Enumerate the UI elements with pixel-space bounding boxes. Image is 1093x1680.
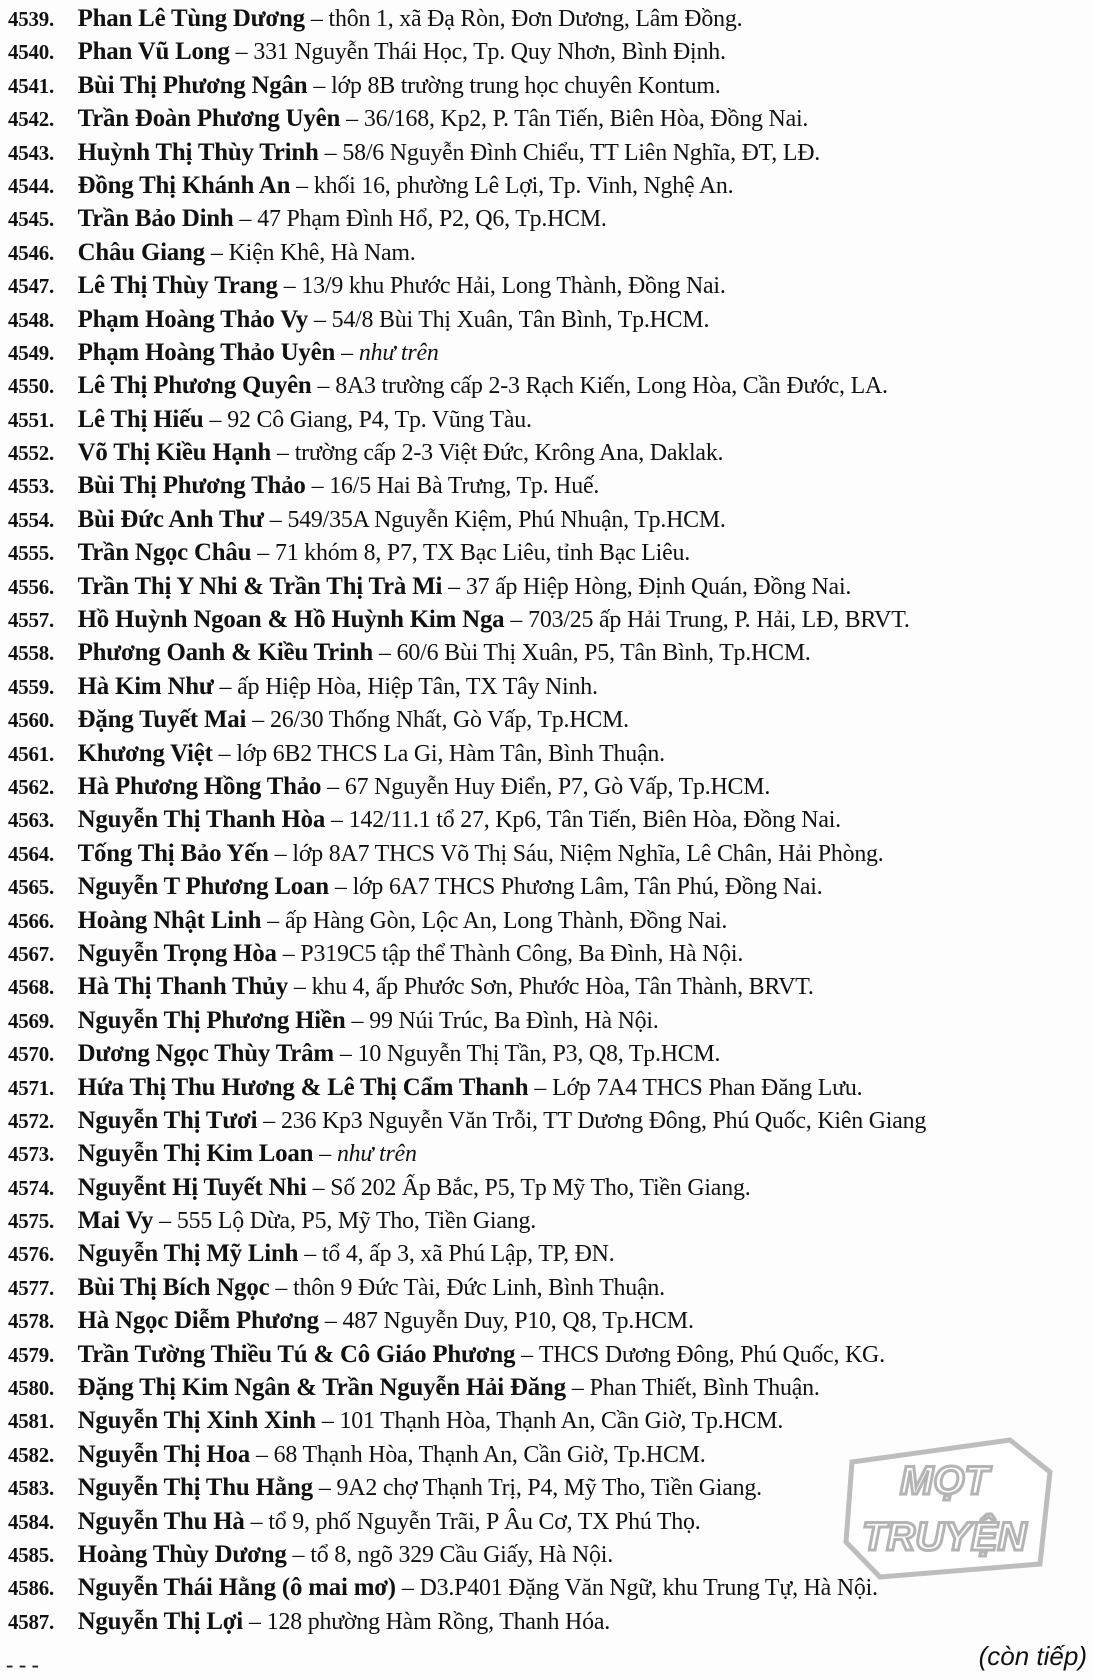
list-item [8, 703, 1088, 736]
entry-name: Phương Oanh & Kiều Trinh [77, 639, 373, 667]
list-item [8, 1171, 1088, 1204]
entry-number: 4578. [8, 1309, 55, 1334]
list-item [8, 1237, 1088, 1270]
entry-separator: – [534, 1074, 547, 1101]
entry-number: 4545. [8, 207, 55, 232]
entry-address: trường cấp 2-3 Việt Đức, Krông Ana, Daklak. [294, 440, 724, 467]
entry-name: Nguyễn Thị Xinh Xinh [77, 1407, 316, 1435]
list-item [8, 970, 1088, 1003]
entry-address: 101 Thạnh Hòa, Thạnh An, Cần Giờ, Tp.HCM. [339, 1408, 784, 1435]
reader-address-list [8, 2, 1093, 1638]
entry-address: 10 Nguyễn Thị Tần, P3, Q8, Tp.HCM. [357, 1041, 721, 1068]
entry-name: Bùi Thị Bích Ngọc [77, 1273, 270, 1301]
list-item [8, 837, 1088, 870]
entry-separator: – [239, 206, 252, 233]
entry-name: Trần Thị Y Nhi & Trần Thị Trà Mi [77, 572, 443, 600]
entry-separator: – [235, 39, 248, 66]
entry-number: 4564. [8, 841, 55, 866]
entry-number: 4557. [8, 608, 55, 633]
list-item [8, 803, 1088, 836]
entry-separator: – [210, 239, 223, 266]
entry-name: Đặng Thị Kim Ngân & Trần Nguyễn Hải Đăng [77, 1374, 566, 1402]
entry-separator: – [275, 1274, 288, 1301]
entry-address: 47 Phạm Đình Hổ, P2, Q6, Tp.HCM. [257, 206, 607, 233]
entry-number: 4562. [8, 774, 55, 799]
entry-number: 4550. [8, 374, 55, 399]
entry-address: lớp 8B trường trung học chuyên Kontum. [331, 72, 721, 99]
entry-name: Châu Giang [77, 238, 205, 266]
entry-separator: – [218, 740, 231, 767]
entry-number: 4582. [8, 1442, 55, 1467]
entry-number: 4565. [8, 875, 55, 900]
entry-separator: – [401, 1575, 414, 1602]
entry-address: Kiện Khê, Hà Nam. [228, 239, 416, 266]
entry-number: 4539. [8, 7, 55, 31]
entry-name: Nguyễn Trọng Hòa [77, 939, 277, 967]
entry-separator: – [292, 1541, 305, 1568]
entry-name: Phan Lê Tùng Dương [77, 5, 305, 32]
entry-address: 36/168, Kp2, P. Tân Tiến, Biên Hòa, Đồng Nai. [363, 106, 809, 133]
entry-separator: – [313, 72, 326, 99]
entry-separator: – [339, 1041, 352, 1068]
entry-separator: – [351, 1007, 364, 1034]
entry-separator: – [311, 473, 324, 500]
entry-name: Hồ Huỳnh Ngoan & Hồ Huỳnh Kim Nga [77, 606, 505, 634]
entry-separator: – [313, 306, 326, 333]
entry-name: Nguyễn T Phương Loan [77, 873, 329, 901]
entry-address: Lớp 7A4 THCS Phan Đăng Lưu. [552, 1074, 863, 1101]
list-item [8, 202, 1088, 235]
list-item [8, 1271, 1088, 1304]
entry-number: 4555. [8, 541, 55, 566]
entry-number: 4540. [8, 40, 55, 65]
list-item [8, 436, 1088, 469]
entry-number: 4561. [8, 741, 55, 766]
entry-number: 4577. [8, 1275, 55, 1300]
entry-number: 4546. [8, 240, 55, 265]
entry-separator: – [346, 106, 358, 133]
entry-address: như trên [336, 1141, 417, 1168]
entry-separator: – [263, 1107, 276, 1134]
entry-separator: – [267, 907, 280, 934]
entry-name: Nguyễnt Hị Tuyết Nhi [77, 1173, 307, 1201]
entry-address: 60/6 Bùi Thị Xuân, P5, Tân Bình, Tp.HCM. [396, 640, 811, 667]
list-item [8, 2, 1088, 35]
list-item [8, 603, 1088, 636]
list-item [8, 503, 1088, 536]
entry-separator: – [324, 1308, 337, 1335]
continued-note: (còn tiếp) [978, 1641, 1087, 1671]
entry-name: Đặng Tuyết Mai [77, 706, 247, 734]
entry-address: 99 Núi Trúc, Ba Đình, Hà Nội. [369, 1007, 659, 1034]
list-item [8, 636, 1088, 669]
entry-address: 8A3 trường cấp 2-3 Rạch Kiến, Long Hòa, Cần Đước, LA. [335, 373, 888, 400]
entry-number: 4569. [8, 1008, 55, 1033]
entry-separator: – [269, 506, 282, 533]
entry-name: Nguyễn Thu Hà [77, 1507, 245, 1535]
entry-address: 67 Nguyễn Huy Điển, P7, Gò Vấp, Tp.HCM. [344, 773, 771, 800]
entry-name: Lê Thị Hiếu [77, 405, 204, 433]
list-item [8, 570, 1088, 603]
entry-name: Phạm Hoàng Thảo Vy [77, 305, 308, 333]
entry-name: Mai Vy [77, 1207, 154, 1235]
entry-name: Nguyễn Thị Phương Hiền [77, 1006, 346, 1034]
list-item [8, 1338, 1088, 1371]
entry-separator: – [296, 172, 308, 199]
entry-separator: – [255, 1441, 268, 1468]
entry-number: 4579. [8, 1342, 55, 1367]
list-item [8, 937, 1088, 970]
entry-separator: – [378, 640, 391, 667]
entry-separator: – [319, 1141, 331, 1168]
entry-name: Nguyễn Thị Lợi [77, 1607, 244, 1635]
entry-name: Hoàng Nhật Linh [77, 906, 262, 934]
list-item [8, 336, 1088, 369]
entry-number: 4570. [8, 1042, 55, 1067]
entry-address: 16/5 Hai Bà Trưng, Tp. Huế. [329, 473, 600, 500]
entry-name: Bùi Thị Phương Thảo [77, 472, 306, 500]
entry-name: Trần Ngọc Châu [77, 539, 252, 567]
entry-name: Phan Vũ Long [77, 38, 230, 66]
entry-number: 4568. [8, 975, 55, 1000]
entry-number: 4542. [8, 107, 55, 132]
entry-name: Hà Ngọc Diễm Phương [77, 1307, 319, 1335]
list-item [8, 870, 1088, 903]
entry-number: 4541. [8, 73, 55, 98]
entry-address: 703/25 ấp Hải Trung, P. Hải, LĐ, BRVT. [528, 607, 910, 634]
entry-name: Nguyễn Thị Hoa [77, 1440, 250, 1468]
entry-address: 58/6 Nguyễn Đình Chiểu, TT Liên Nghĩa, ĐT, LĐ. [342, 139, 821, 166]
list-item [8, 1004, 1088, 1037]
entry-name: Nguyễn Thị Thanh Hòa [77, 806, 326, 834]
entry-separator: – [250, 1508, 263, 1535]
entry-address: 68 Thạnh Hòa, Thạnh An, Cần Giờ, Tp.HCM. [273, 1441, 706, 1468]
entry-number: 4572. [8, 1108, 55, 1133]
entry-number: 4556. [8, 574, 55, 599]
list-item [8, 236, 1088, 269]
list-item [8, 904, 1088, 937]
entry-number: 4583. [8, 1476, 55, 1501]
entry-name: Nguyễn Thị Kim Loan [77, 1140, 314, 1168]
entry-number: 4549. [8, 340, 55, 365]
entry-number: 4554. [8, 507, 55, 532]
entry-separator: – [327, 773, 339, 800]
entry-separator: – [282, 940, 295, 967]
entry-address: 71 khóm 8, P7, TX Bạc Liêu, tỉnh Bạc Liêu. [275, 540, 691, 567]
entry-separator: – [219, 673, 232, 700]
entry-separator: – [248, 1608, 261, 1635]
entry-address: 487 Nguyễn Duy, P10, Q8, Tp.HCM. [342, 1308, 694, 1335]
entry-number: 4574. [8, 1175, 55, 1200]
entry-number: 4576. [8, 1242, 55, 1267]
entry-number: 4571. [8, 1075, 55, 1100]
entry-name: Đồng Thị Khánh An [77, 171, 291, 199]
entry-name: Trần Đoàn Phương Uyên [77, 105, 341, 133]
entry-number: 4543. [8, 140, 55, 165]
entry-number: 4585. [8, 1542, 55, 1567]
entry-address: lớp 8A7 THCS Võ Thị Sáu, Niệm Nghĩa, Lê Chân, Hải Phòng. [292, 840, 884, 867]
entry-number: 4586. [8, 1576, 55, 1601]
entry-separator: – [318, 1475, 331, 1502]
entry-name: Hoàng Thùy Dương [77, 1540, 287, 1568]
entry-address: 26/30 Thống Nhất, Gò Vấp, Tp.HCM. [269, 707, 629, 734]
entry-separator: – [304, 1241, 316, 1268]
entry-address: khối 16, phường Lê Lợi, Tp. Vinh, Nghệ An. [313, 172, 734, 199]
entry-address: D3.P401 Đặng Văn Ngữ, khu Trung Tự, Hà Nội. [419, 1575, 878, 1602]
list-item [8, 1037, 1088, 1070]
entry-address: Số 202 Ấp Bắc, P5, Tp Mỹ Tho, Tiền Giang. [330, 1174, 751, 1201]
entry-number: 4566. [8, 908, 55, 933]
list-item [8, 770, 1088, 803]
entry-separator: – [257, 540, 270, 567]
entry-name: Nguyễn Thái Hằng (ô mai mơ) [77, 1574, 396, 1602]
entry-address: ấp Hàng Gòn, Lộc An, Long Thành, Đồng Nai. [284, 907, 728, 934]
entry-address: tổ 4, ấp 3, xã Phú Lập, TP, ĐN. [321, 1241, 615, 1268]
watermark-line1: MỌT [900, 1459, 989, 1503]
entry-separator: – [321, 1408, 334, 1435]
entry-address: P319C5 tập thể Thành Công, Ba Đình, Hà Nội. [300, 940, 744, 967]
list-item [8, 536, 1088, 569]
entry-name: Bùi Thị Phương Ngân [77, 71, 308, 99]
entry-name: Nguyễn Thị Mỹ Linh [77, 1240, 299, 1268]
entry-address: thôn 9 Đức Tài, Đức Linh, Bình Thuận. [293, 1274, 665, 1301]
list-item [8, 303, 1088, 336]
entry-address: 555 Lộ Dừa, P5, Mỹ Tho, Tiền Giang. [176, 1208, 537, 1235]
entry-name: Trần Tường Thiều Tú & Cô Giáo Phương [77, 1340, 516, 1368]
watermark-logo [840, 1432, 1060, 1582]
entry-number: 4559. [8, 674, 55, 699]
entry-name: Phạm Hoàng Thảo Uyên [77, 338, 336, 366]
list-item [8, 1104, 1088, 1137]
entry-number: 4575. [8, 1209, 55, 1234]
entry-address: THCS Dương Đông, Phú Quốc, KG. [538, 1341, 885, 1368]
entry-number: 4560. [8, 708, 55, 733]
list-item [8, 403, 1088, 436]
entry-name: Hà Thị Thanh Thủy [77, 973, 288, 1001]
entry-number: 4552. [8, 441, 55, 466]
list-item [8, 169, 1088, 202]
list-item [8, 369, 1088, 402]
entry-address: Phan Thiết, Bình Thuận. [589, 1375, 820, 1402]
entry-name: Võ Thị Kiều Hạnh [77, 439, 272, 467]
entry-separator: – [571, 1375, 584, 1402]
entry-name: Tống Thị Bảo Yến [77, 839, 269, 867]
entry-name: Lê Thị Phương Quyên [77, 372, 312, 400]
entry-separator: – [252, 707, 264, 734]
entry-address: tổ 8, ngõ 329 Cầu Giấy, Hà Nội. [310, 1541, 613, 1568]
entry-number: 4581. [8, 1409, 55, 1434]
entry-separator: – [324, 139, 337, 166]
entry-separator: – [283, 273, 296, 300]
entry-separator: – [331, 807, 343, 834]
entry-name: Nguyễn Thị Thu Hằng [77, 1474, 313, 1502]
entry-separator: – [334, 874, 347, 901]
entry-address: khu 4, ấp Phước Sơn, Phước Hòa, Tân Thành, BRVT. [311, 974, 814, 1001]
entry-address: thôn 1, xã Đạ Ròn, Đơn Dương, Lâm Đồng. [328, 6, 743, 32]
entry-name: Khương Việt [77, 739, 213, 767]
list-item [8, 69, 1088, 102]
entry-number: 4558. [8, 641, 55, 666]
entry-name: Hứa Thị Thu Hương & Lê Thị Cẩm Thanh [77, 1073, 529, 1101]
list-item [8, 1204, 1088, 1237]
entry-address: như trên [358, 339, 439, 366]
entry-address: ấp Hiệp Hòa, Hiệp Tân, TX Tây Ninh. [237, 673, 598, 700]
entry-separator: – [312, 1174, 325, 1201]
list-item [8, 737, 1088, 770]
list-item [8, 1304, 1088, 1337]
watermark-line2: TRUYỆN [862, 1515, 1027, 1559]
entry-separator: – [521, 1341, 533, 1368]
entry-address: lớp 6A7 THCS Phương Lâm, Tân Phú, Đồng Nai. [352, 874, 823, 901]
entry-name: Huỳnh Thị Thùy Trinh [77, 138, 319, 166]
entry-address: tổ 9, phố Nguyễn Trãi, P Âu Cơ, TX Phú Thọ. [268, 1508, 701, 1535]
list-item [8, 1605, 1088, 1638]
entry-separator: – [209, 406, 222, 433]
entry-name: Nguyễn Thị Tươi [77, 1106, 258, 1134]
entry-number: 4587. [8, 1609, 55, 1634]
entry-number: 4553. [8, 474, 55, 499]
list-item [8, 469, 1088, 502]
entry-address: 142/11.1 tổ 27, Kp6, Tân Tiến, Biên Hòa, Đồng Nai. [348, 807, 841, 834]
entry-address: 128 phường Hàm Rồng, Thanh Hóa. [266, 1608, 611, 1635]
entry-number: 4563. [8, 808, 55, 833]
entry-separator: – [310, 6, 323, 32]
entry-separator: – [276, 440, 289, 467]
entry-address: 236 Kp3 Nguyễn Văn Trỗi, TT Dương Đông, Phú Quốc, Kiên Giang [280, 1107, 927, 1134]
entry-name: Hà Kim Như [77, 672, 214, 700]
entry-number: 4544. [8, 173, 55, 198]
entry-number: 4584. [8, 1509, 55, 1534]
entry-name: Lê Thị Thùy Trang [77, 272, 278, 300]
entry-address: 54/8 Bùi Thị Xuân, Tân Bình, Tp.HCM. [331, 306, 710, 333]
entry-separator: – [448, 573, 460, 600]
list-item [8, 1137, 1088, 1170]
entry-number: 4551. [8, 407, 55, 432]
list-item [8, 1371, 1088, 1404]
entry-number: 4548. [8, 307, 55, 332]
entry-address: 92 Cô Giang, P4, Tp. Vũng Tàu. [227, 406, 532, 433]
entry-name: Dương Ngọc Thùy Trâm [77, 1040, 334, 1068]
entry-separator: – [341, 339, 353, 366]
entry-separator: – [293, 974, 306, 1001]
entry-name: Bùi Đức Anh Thư [77, 505, 264, 533]
entry-address: 13/9 khu Phước Hải, Long Thành, Đồng Nai. [301, 273, 726, 300]
entry-address: 9A2 chợ Thạnh Trị, P4, Mỹ Tho, Tiền Giang. [336, 1475, 762, 1502]
list-item [8, 1071, 1088, 1104]
list-item [8, 670, 1088, 703]
list-item [8, 35, 1088, 68]
entry-address: 331 Nguyễn Thái Học, Tp. Quy Nhơn, Bình Định. [253, 39, 726, 66]
entry-name: Trần Bảo Dinh [77, 205, 234, 233]
entry-address: 549/35A Nguyễn Kiệm, Phú Nhuận, Tp.HCM. [287, 506, 726, 533]
list-item [8, 102, 1088, 135]
entry-address: lớp 6B2 THCS La Gi, Hàm Tân, Bình Thuận. [236, 740, 665, 767]
entry-number: 4567. [8, 941, 55, 966]
entry-number: 4580. [8, 1376, 55, 1401]
entry-number: 4547. [8, 274, 55, 299]
entry-number: 4573. [8, 1142, 55, 1167]
entry-address: 37 ấp Hiệp Hòng, Định Quán, Đồng Nai. [465, 573, 852, 600]
entry-separator: – [159, 1208, 171, 1235]
list-item [8, 136, 1088, 169]
entry-separator: – [274, 840, 287, 867]
entry-name: Hà Phương Hồng Thảo [77, 772, 322, 800]
entry-separator: – [510, 607, 523, 634]
list-item [8, 269, 1088, 302]
page-number-mark: - - - [6, 1652, 39, 1677]
entry-separator: – [317, 373, 330, 400]
